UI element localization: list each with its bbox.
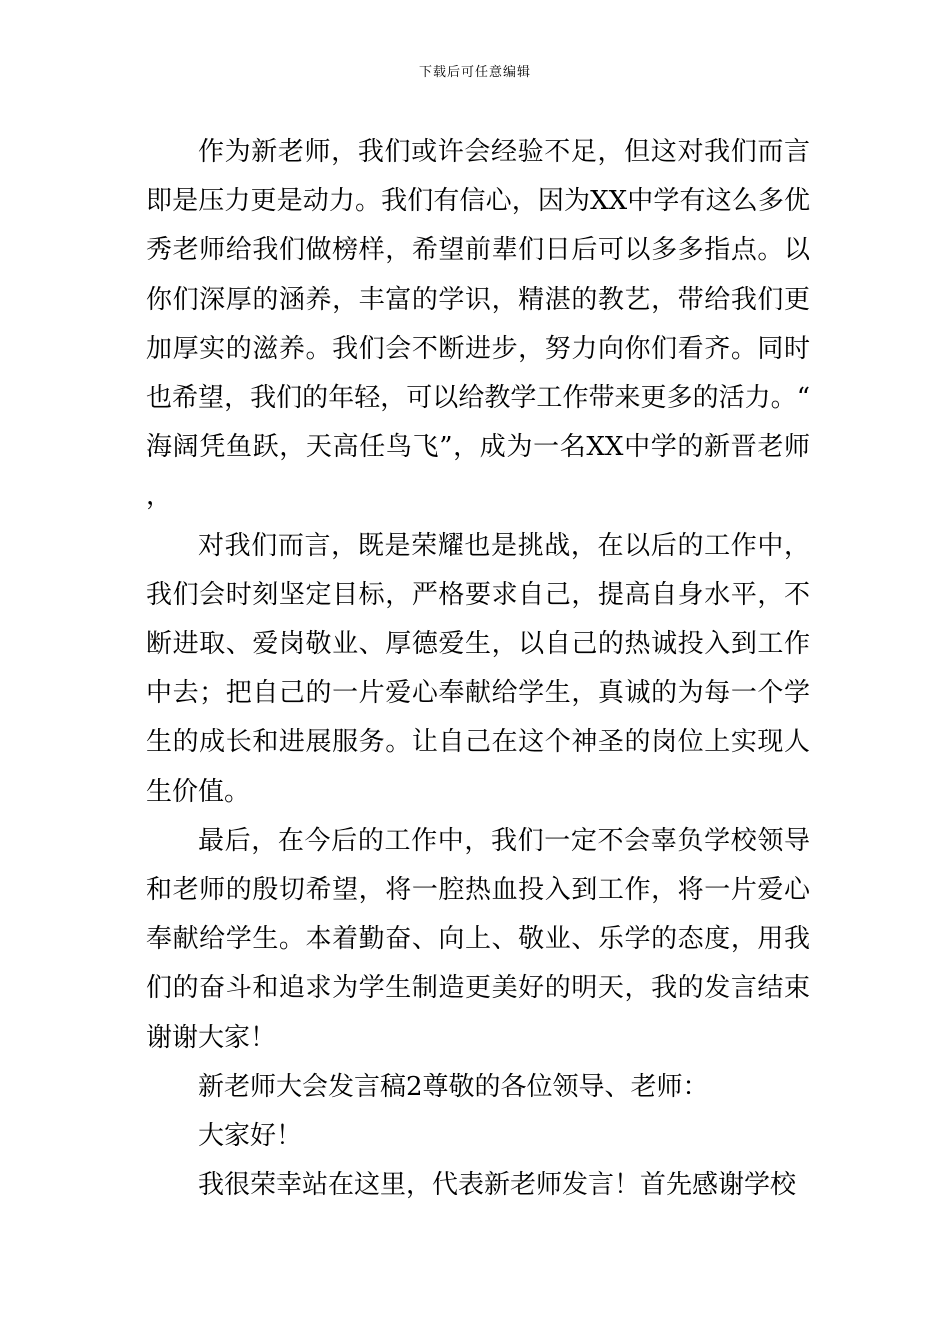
paragraph-6: 我很荣幸站在这里，代表新老师发言！首先感谢学校 bbox=[198, 1170, 797, 1201]
paragraph-2: 对我们而言，既是荣耀也是挑战，在以后的工作中，我们会时刻坚定目标，严格要求自己，提高自身水平，不断进取、爱岗敬业、厚德爱生，以自己的热诚投入到工作中去；把自己的一片爱心奉献给学生，真诚的为每一个学生的成长和进展服务。让自己在这个神圣的岗位上实现人生价值。 bbox=[146, 530, 810, 807]
page-header-note: 下载后可任意编辑 bbox=[418, 65, 531, 80]
paragraph-5: 大家好！ bbox=[198, 1121, 303, 1152]
document-body bbox=[146, 128, 810, 1210]
paragraph-4: 新老师大会发言稿2尊敬的各位领导、老师： bbox=[198, 1071, 709, 1102]
paragraph-1: 作为新老师，我们或许会经验不足，但这对我们而言即是压力更是动力。我们有信心，因为XX中学有这么多优秀老师给我们做榜样，希望前辈们日后可以多多指点。以你们深厚的涵养，丰富的学识，精湛的教艺，带给我们更加厚实的滋养。我们会不断进步，努力向你们看齐。同时也希望，我们的年轻，可以给教学工作带来更多的活力。“海阔凭鱼跃，天高任鸟飞”，成为一名XX中学的新晋老师， bbox=[146, 137, 810, 512]
paragraph-3: 最后，在今后的工作中，我们一定不会辜负学校领导和老师的殷切希望，将一腔热血投入到工作，将一片爱心奉献给学生。本着勤奋、向上、敬业、乐学的态度，用我们的奋斗和追求为学生制造更美好的明天，我的发言结束谢谢大家！ bbox=[146, 825, 810, 1053]
